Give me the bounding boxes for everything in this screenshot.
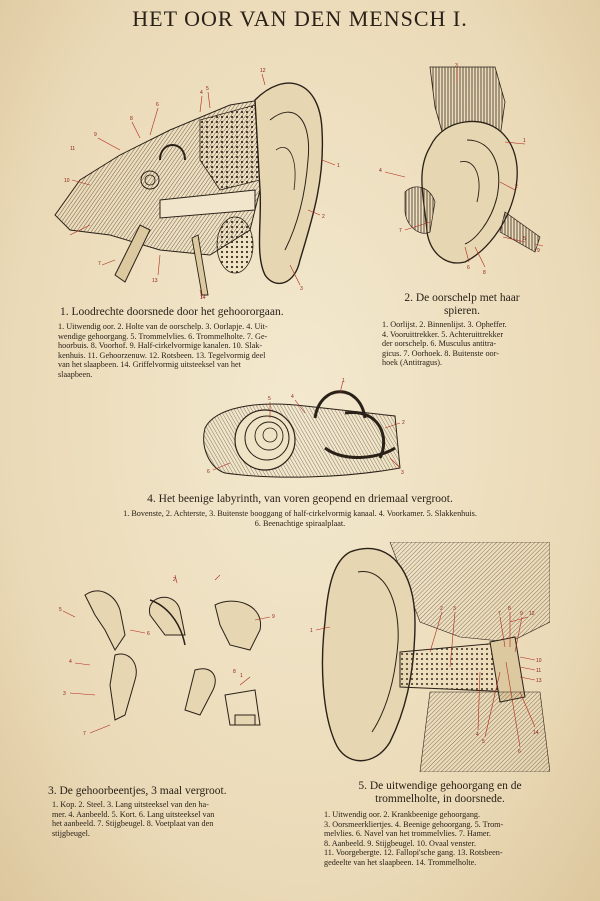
figure-3-title: 3. De gehoorbeentjes, 3 maal vergroot. [48, 785, 227, 797]
figure-1-ear-section [50, 60, 350, 300]
svg-text:8: 8 [233, 669, 236, 675]
svg-text:11: 11 [536, 668, 542, 674]
svg-text:2: 2 [440, 606, 443, 612]
fig1-label: 4 [200, 90, 203, 96]
svg-text:4: 4 [379, 168, 382, 174]
svg-text:7: 7 [498, 611, 501, 617]
figure-1-title: 1. Loodrechte doorsnede door het gehoororgaan. [60, 306, 284, 318]
svg-text:13: 13 [536, 678, 542, 684]
fig1-label: 1 [337, 163, 340, 169]
svg-text:1: 1 [240, 673, 243, 679]
svg-text:1: 1 [523, 138, 526, 144]
svg-text:9: 9 [520, 611, 523, 617]
figure-5-canal-section [310, 542, 550, 772]
figure-4-title: 4. Het beenige labyrinth, van voren geopend en driemaal vergroot. [147, 493, 453, 505]
figure-5-caption: 1. Uitwendig oor. 2. Krankbeenige gehoorgang. 3. Oorsmeerkliertjes. 4. Beenige gehoorgang. 5. Trom- melvlies. 6. Navel van het trommelvlies. 7. Hamer. 8. Aanbeeld. 9. Stijgbeugel. 10. Ovaal venster. 11. Voorgebergte. 12. Fallopi'sche gang. 13. Rotsbeen- gedeelte van het slaapbeen. 14. Trommelholte. [324, 810, 504, 867]
figure-4-labyrinth [195, 378, 415, 488]
fig1-label: 11 [70, 146, 76, 152]
outer-ear-shape [255, 83, 322, 283]
figure-2-auricle [375, 62, 545, 282]
figure-4-caption: 1. Bovenste, 2. Achterste, 3. Buitenste booggang of half-cirkelvormig kanaal. 4. Voorkamer. 5. Slakkenhuis. 6. Beenachtige spiraalplaat. [123, 509, 477, 528]
svg-text:5: 5 [523, 236, 526, 242]
fig1-label: 14 [200, 295, 206, 300]
svg-text:4: 4 [476, 732, 479, 738]
svg-text:3: 3 [63, 691, 66, 697]
figure-5-title: 5. De uitwendige gehoorgang en de trommelholte, in doorsnede. [358, 780, 522, 805]
figure-3-caption: 1. Kop. 2. Steel. 3. Lang uitsteeksel van den ha- mer. 4. Aanbeeld. 5. Kort. 6. Lang uitsteeksel van het aanbeeld. 7. Stijgbeugel. 8. Voetplaat van den stijgbeugel. [52, 800, 215, 838]
svg-text:5: 5 [268, 396, 271, 402]
svg-text:8: 8 [483, 270, 486, 276]
svg-text:14: 14 [533, 730, 539, 736]
svg-text:1: 1 [310, 628, 313, 634]
figure-3-ossicles [55, 575, 295, 755]
svg-text:9: 9 [537, 248, 540, 254]
fig1-label: 9 [94, 132, 97, 138]
svg-text:3: 3 [453, 606, 456, 612]
svg-text:2: 2 [515, 184, 518, 190]
svg-text:4: 4 [69, 659, 72, 665]
fig1-label: 10 [64, 178, 70, 184]
fig1-label: 2 [322, 214, 325, 220]
svg-text:9: 9 [272, 614, 275, 620]
figure-1-caption: 1. Uitwendig oor. 2. Holte van de oorschelp. 3. Oorlapje. 4. Uit- wendige gehoorgang. 5. Trommelvlies. 6. Trommelholte. 7. Ge- hoorbuis. 8. Voorhof. 9. Half-cirkelvormige kanalen. 10. Slak- kenhuis. 11. Gehoorzenuw. 12. Rotsbeen. 13. Tegelvormig deel van het slaapbeen. 14. Griffelvormig uitsteeksel van het slaapbeen. [58, 322, 268, 379]
fig1-label: 13 [152, 278, 158, 284]
svg-text:5: 5 [482, 739, 485, 745]
svg-text:6: 6 [467, 265, 470, 271]
svg-text:4: 4 [291, 394, 294, 400]
svg-text:6: 6 [207, 469, 210, 475]
figure-2-caption: 1. Oorlijst. 2. Binnenlijst. 3. Opheffer. 4. Vooruittrekker. 5. Achteruittrekker der oorschelp. 6. Musculus antitra- gicus. 7. Oorhoek. 8. Buitenste oor- hoek (Antitragus). [382, 320, 507, 368]
svg-text:6: 6 [147, 631, 150, 637]
fig1-label: 12 [260, 68, 266, 74]
fig1-label: 6 [156, 102, 159, 108]
svg-text:8: 8 [508, 606, 511, 612]
svg-text:12: 12 [529, 611, 535, 617]
svg-text:3: 3 [455, 63, 458, 69]
fig1-label: 5 [206, 86, 209, 92]
fig1-label: 3 [300, 286, 303, 292]
figure-2-title: 2. De oorschelp met haar spieren. [404, 292, 520, 317]
svg-text:2: 2 [402, 420, 405, 426]
svg-text:3: 3 [401, 470, 404, 476]
fig1-label: 7 [98, 261, 101, 267]
svg-text:1: 1 [342, 378, 345, 384]
svg-text:5: 5 [59, 607, 62, 613]
page-title: HET OOR VAN DEN MENSCH I. [132, 6, 468, 31]
svg-text:6: 6 [518, 749, 521, 755]
svg-text:7: 7 [83, 731, 86, 737]
svg-text:7: 7 [399, 228, 402, 234]
fig1-label: 8 [130, 116, 133, 122]
svg-text:2: 2 [173, 577, 176, 583]
svg-text:10: 10 [536, 658, 542, 664]
